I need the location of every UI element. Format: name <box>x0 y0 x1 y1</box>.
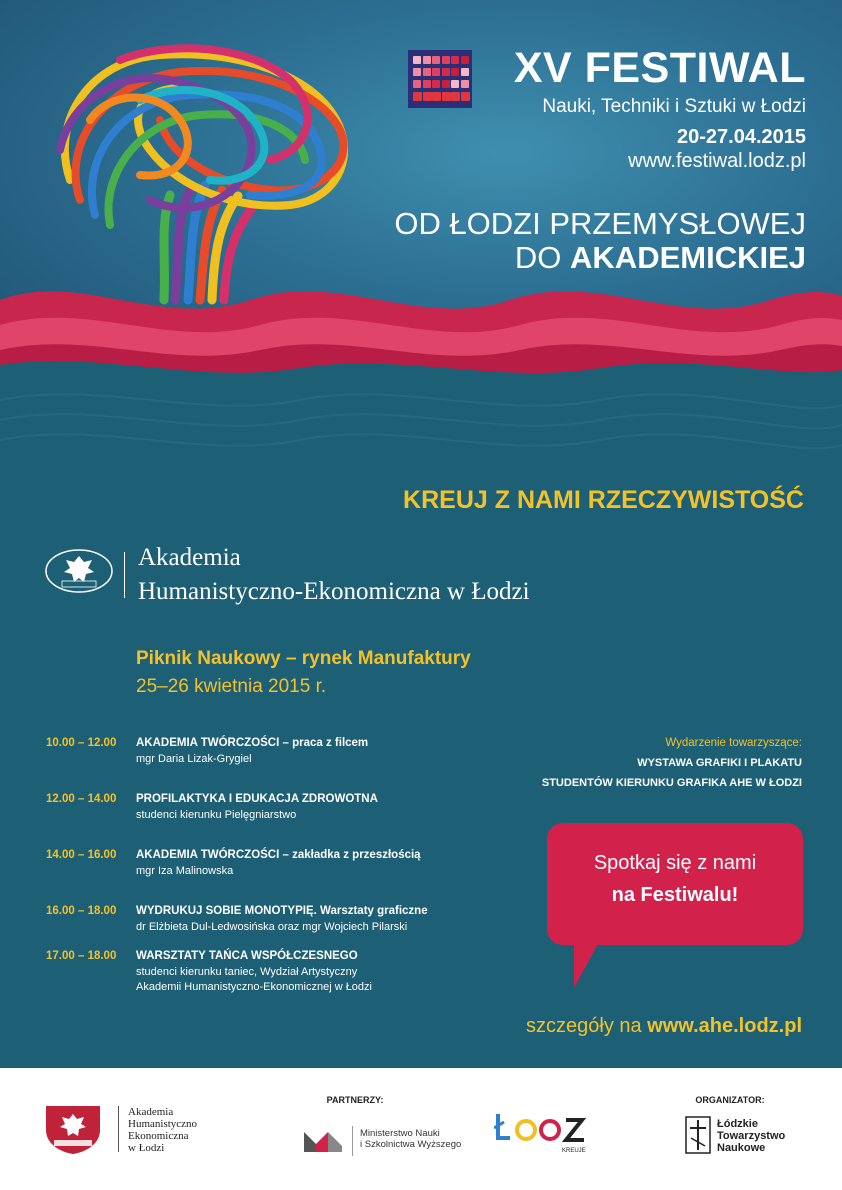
logo-square <box>461 80 469 88</box>
schedule-title-main: WARSZTATY TAŃCA WSPÓŁCZESNEGO <box>136 950 358 962</box>
festival-url[interactable]: www.festiwal.lodz.pl <box>628 150 806 172</box>
main-section <box>0 380 842 1068</box>
slogan-prefix: DO <box>514 240 571 275</box>
schedule-detail: Akademii Humanistyczno-Ekonomicznej w Łodzi <box>136 981 372 993</box>
footer-ahe-name <box>128 1106 238 1154</box>
ltn-name <box>717 1118 797 1154</box>
bubble-line-1: Spotkaj się z nami <box>593 852 757 874</box>
logo-square <box>413 68 421 76</box>
details-url[interactable]: www.ahe.lodz.pl <box>647 1015 802 1037</box>
side-event-label: Wydarzenie towarzyszące: <box>665 737 802 749</box>
schedule-title-rest: – zakładka z przeszłością <box>279 849 421 861</box>
schedule-title-rest: – praca z filcem <box>279 737 369 749</box>
logo-square <box>423 80 431 88</box>
picnic-title: Piknik Naukowy – rynek Manufaktury <box>136 648 471 669</box>
footer-ahe-divider <box>118 1106 119 1152</box>
logo-square <box>442 80 450 88</box>
lodz-kreuje-logo <box>494 1108 590 1156</box>
schedule-title <box>136 905 428 917</box>
schedule-title-rest: Warsztaty graficzne <box>316 905 428 917</box>
footer-ahe-line: Akademia <box>128 1106 174 1118</box>
slogan-line-2 <box>360 240 806 276</box>
picnic-dates: 25–26 kwietnia 2015 r. <box>136 676 327 697</box>
ahe-footer-crest-icon <box>40 1100 106 1156</box>
side-event-line-2: STUDENTÓW KIERUNKU GRAFIKA AHE W ŁODZI <box>541 777 802 789</box>
ministry-divider <box>352 1126 353 1156</box>
academy-name-line-1: Akademia <box>138 544 241 571</box>
slogan-line-1: OD ŁODZI PRZEMYSŁOWEJ <box>394 206 806 241</box>
logo-square <box>413 92 422 101</box>
ahe-divider <box>124 552 125 598</box>
logo-square <box>442 56 450 64</box>
schedule-detail: dr Elżbieta Dul-Ledwosińska oraz mgr Wojciech Pilarski <box>136 921 408 933</box>
ministry-line: i Szkolnictwa Wyższego <box>360 1139 462 1150</box>
schedule-title-main: PROFILAKTYKA I EDUKACJA ZDROWOTNA <box>136 793 378 805</box>
schedule-title-main: WYDRUKUJ SOBIE MONOTYPIĘ. <box>136 905 317 917</box>
schedule-time: 12.00 – 14.00 <box>46 793 117 805</box>
schedule-time: 17.00 – 18.00 <box>46 950 117 962</box>
speech-bubble-tail <box>574 940 618 988</box>
festival-dates: 20-27.04.2015 <box>676 126 806 148</box>
details-link[interactable] <box>420 1015 802 1038</box>
ministry-name <box>360 1128 500 1150</box>
academy-name-line-2: Humanistyczno-Ekonomiczna w Łodzi <box>138 578 530 605</box>
logo-square <box>432 68 440 76</box>
logo-square <box>432 56 440 64</box>
logo-square <box>413 56 421 64</box>
footer-ahe-line: Humanistyczno <box>128 1118 198 1130</box>
logo-square <box>442 68 450 76</box>
logo-square <box>423 92 432 101</box>
details-prefix: szczegóły na <box>526 1015 648 1037</box>
partners-label: PARTNERZY: <box>326 1095 384 1105</box>
headline: KREUJ Z NAMI RZECZYWISTOŚĆ <box>403 486 804 514</box>
footer-ahe-line: w Łodzi <box>128 1142 165 1154</box>
logo-square <box>461 68 469 76</box>
ahe-crest-logo <box>44 548 114 594</box>
schedule-title <box>136 737 368 749</box>
festival-subtitle: Nauki, Techniki i Sztuki w Łodzi <box>542 96 806 117</box>
schedule-time: 16.00 – 18.00 <box>46 905 117 917</box>
schedule-title <box>136 793 378 805</box>
ltn-line: Towarzystwo <box>717 1130 786 1142</box>
schedule-time: 10.00 – 12.00 <box>46 737 117 749</box>
ltn-line: Naukowe <box>717 1142 766 1154</box>
schedule-time: 14.00 – 16.00 <box>46 849 117 861</box>
logo-square <box>423 68 431 76</box>
organizer-label: ORGANIZATOR: <box>695 1095 765 1105</box>
logo-square <box>432 80 440 88</box>
schedule-title-main: AKADEMIA TWÓRCZOŚCI <box>136 737 280 749</box>
ministry-logo-icon <box>302 1128 346 1154</box>
side-event-line-1: WYSTAWA GRAFIKI I PLAKATU <box>637 757 802 769</box>
ltn-logo-icon <box>685 1116 711 1154</box>
logo-square <box>423 56 431 64</box>
wave-pattern <box>0 380 842 470</box>
logo-square <box>451 68 459 76</box>
schedule-title <box>136 950 358 962</box>
schedule-detail: studenci kierunku taniec, Wydział Artystyczny <box>136 966 358 978</box>
ltn-line: Łódzkie <box>717 1118 758 1130</box>
slogan-bold: AKADEMICKIEJ <box>570 240 806 275</box>
logo-square <box>461 56 469 64</box>
logo-square <box>451 56 459 64</box>
header-artwork <box>0 0 842 380</box>
schedule-detail: mgr Daria Lizak-Grygiel <box>136 753 252 765</box>
ministry-line: Ministerstwo Nauki <box>360 1128 440 1139</box>
schedule-detail: mgr Iza Malinowska <box>136 865 234 877</box>
schedule-title-main: AKADEMIA TWÓRCZOŚCI <box>136 849 280 861</box>
schedule-title <box>136 849 421 861</box>
lodz-tagline: KREUJE <box>562 1148 586 1154</box>
logo-square <box>451 80 459 88</box>
logo-square <box>413 80 421 88</box>
footer-ahe-line: Ekonomiczna <box>128 1130 189 1142</box>
bubble-line-2: na Festiwalu! <box>611 884 739 906</box>
festival-title: XV FESTIWAL <box>513 44 806 92</box>
schedule-detail: studenci kierunku Pielęgniarstwo <box>136 809 297 821</box>
